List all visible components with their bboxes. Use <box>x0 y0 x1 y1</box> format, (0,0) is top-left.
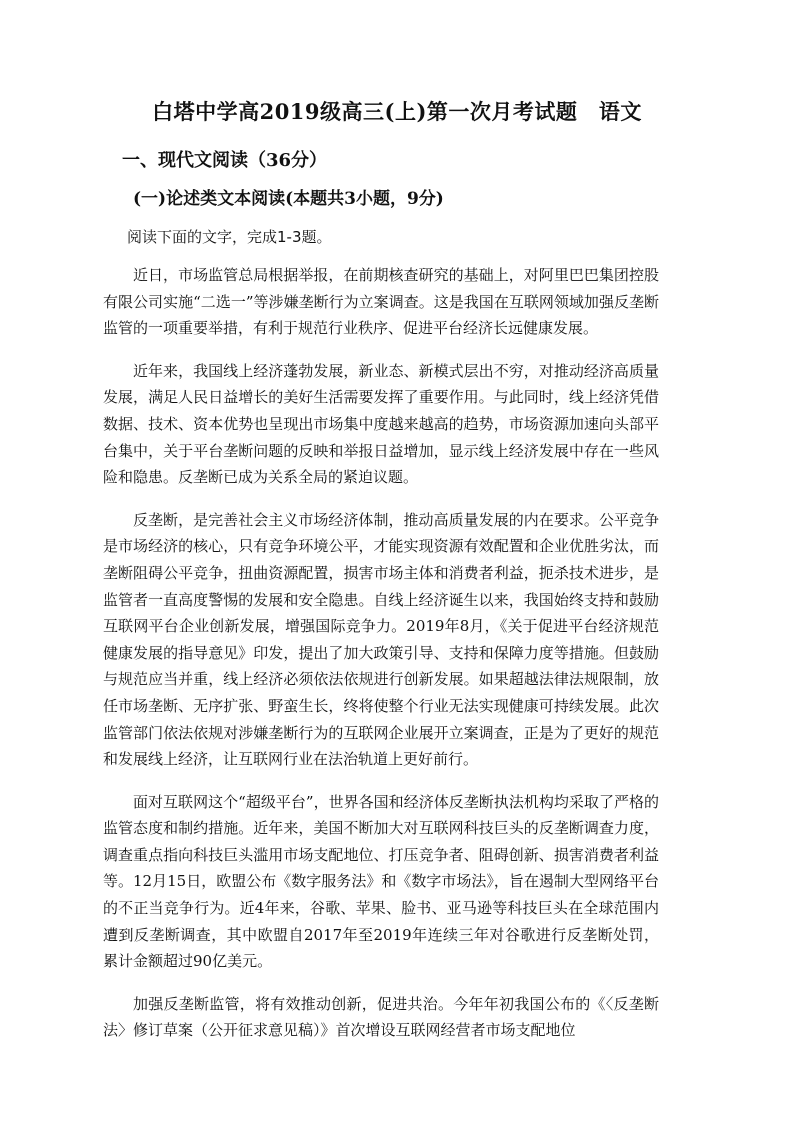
article-body <box>103 262 659 1060</box>
section-heading-modern-reading: 一、现代文阅读（36分） <box>122 150 328 171</box>
paragraph-2: 近年来，我国线上经济蓬勃发展，新业态、新模式层出不穷，对推动经济高质量发展，满足人民日益增长的美好生活需要发挥了重要作用。与此同时，线上经济凭借数据、技术、资本优势也呈现出市场集中度越来越高的趋势，市场资源加速向头部平台集中，关于平台垄断问题的反映和举报日益增加，显示线上经济发展中存在一些风险和隐患。反垄断已成为关系全局的紧迫议题。 <box>103 361 659 487</box>
reading-instruction: 阅读下面的文字，完成1-3题。 <box>127 228 332 246</box>
paragraph-1: 近日，市场监管总局根据举报，在前期核查研究的基础上，对阿里巴巴集团控股有限公司实施“二选一”等涉嫌垄断行为立案调查。这是我国在互联网领域加强反垄断监管的一项重要举措，有利于规范行业秩序、促进平台经济长远健康发展。 <box>103 266 659 338</box>
exam-title: 白塔中学高2019级高三(上)第一次月考试题 语文 <box>152 99 642 124</box>
paragraph-5: 加强反垄断监管，将有效推动创新，促进共治。今年年初我国公布的《〈反垄断法〉修订草案（公开征求意见稿）》首次增设互联网经营者市场支配地位 <box>103 994 659 1040</box>
paragraph-3: 反垄断，是完善社会主义市场经济体制，推动高质量发展的内在要求。公平竞争是市场经济的核心，只有竞争环境公平，才能实现资源有效配置和企业优胜劣汰，而垄断阻碍公平竞争，扭曲资源配置，损害市场主体和消费者利益，扼杀技术进步，是监管者一直高度警惕的发展和安全隐患。自线上经济诞生以来，我国始终支持和鼓励互联网平台企业创新发展，增强国际竞争力。2019年8月，《关于促进平台经济规范健康发展的指导意见》印发，提出了加大政策引导、支持和保障力度等措施。但鼓励与规范应当并重，线上经济必须依法依规进行创新发展。如果超越法律法规限制，放任市场垄断、无序扩张、野蛮生长，终将使整个行业无法实现健康可持续发展。此次监管部门依法依规对涉嫌垄断行为的互联网企业展开立案调查，正是为了更好的规范和发展线上经济，让互联网行业在法治轨道上更好前行。 <box>103 510 659 769</box>
subsection-heading-argumentative: (一)论述类文本阅读(本题共3小题，9分) <box>133 189 444 209</box>
paragraph-4: 面对互联网这个“超级平台”，世界各国和经济体反垄断执法机构均采取了严格的监管态度和制约措施。近年来，美国不断加大对互联网科技巨头的反垄断调查力度，调查重点指向科技巨头滥用市场支配地位、打压竞争者、阻碍创新、损害消费者利益等。12月15日，欧盟公布《数字服务法》和《数字市场法》，旨在遏制大型网络平台的不正当竞争行为。近4年来，谷歌、苹果、脸书、亚马逊等科技巨头在全球范围内遭到反垄断调查，其中欧盟自2017年至2019年连续三年对谷歌进行反垄断处罚，累计金额超过90亿美元。 <box>103 792 659 971</box>
